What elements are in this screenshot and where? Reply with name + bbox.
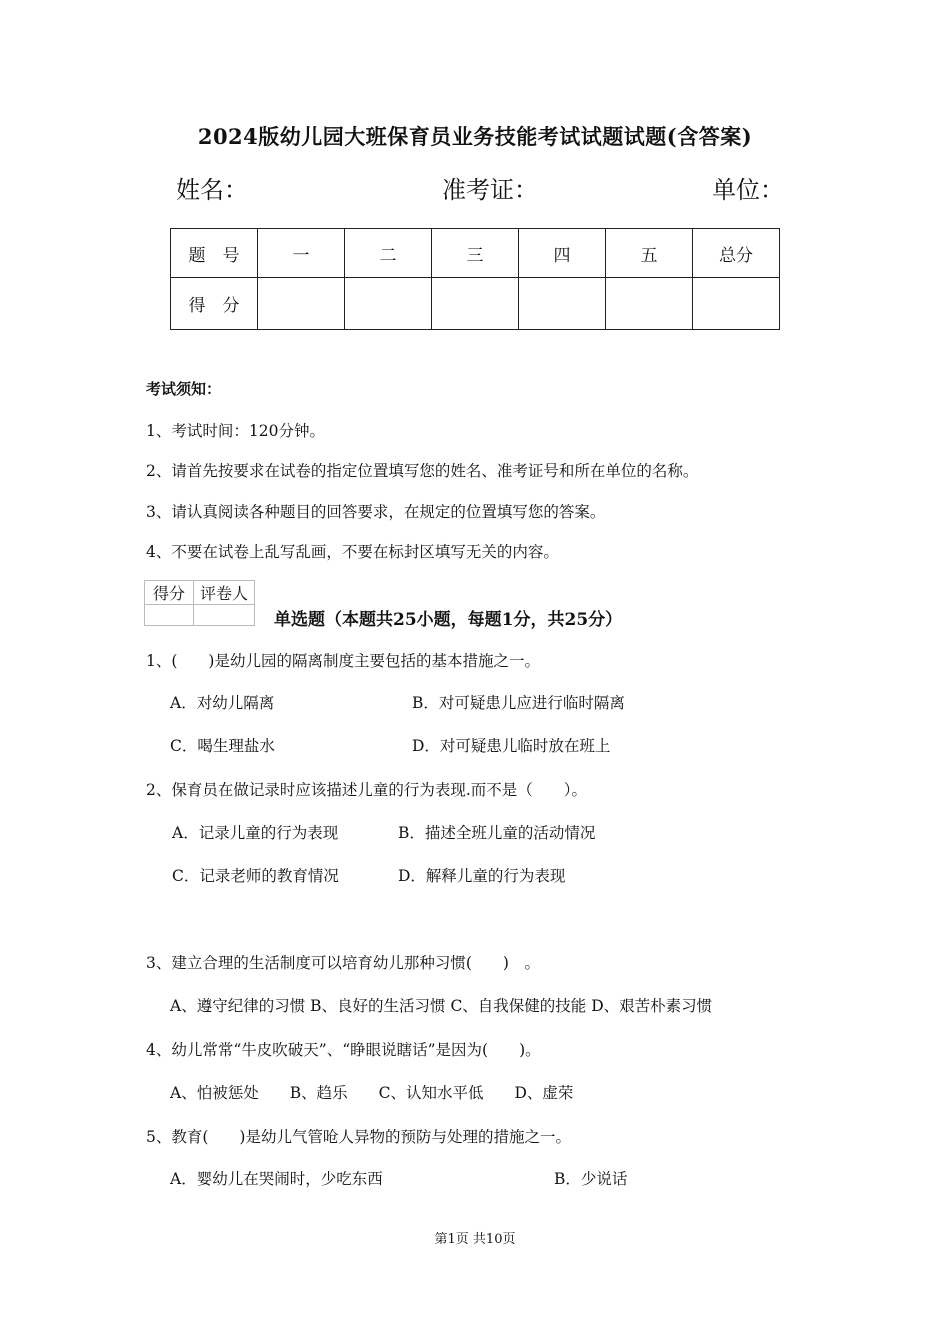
score-table-header-row <box>171 229 780 278</box>
unit-field-label: 单位： <box>712 176 784 204</box>
grader-name-label: 评卷人 <box>194 581 255 605</box>
score-input-cell[interactable] <box>432 278 519 330</box>
score-header-cell: 一 <box>258 229 345 278</box>
page-footer: 第1页 共10页 <box>434 1232 516 1247</box>
question-option: B．对可疑患儿应进行临时隔离 <box>412 694 625 712</box>
score-input-cell[interactable] <box>258 278 345 330</box>
exam-id-field-label: 准考证： <box>442 176 538 204</box>
score-header-cell: 三 <box>432 229 519 278</box>
question-option: C．喝生理盐水 <box>170 737 275 755</box>
score-header-cell: 二 <box>345 229 432 278</box>
score-table <box>170 228 780 330</box>
question-option: A．记录儿童的行为表现 <box>172 824 339 842</box>
score-header-cell: 总分 <box>693 229 780 278</box>
question-option: A．对幼儿隔离 <box>170 694 275 712</box>
score-input-cell[interactable] <box>606 278 693 330</box>
grader-box <box>144 580 255 626</box>
question-option: D．对可疑患儿临时放在班上 <box>412 737 611 755</box>
notice-item: 4、不要在试卷上乱写乱画，不要在标封区填写无关的内容。 <box>146 543 559 561</box>
grader-name-cell[interactable] <box>194 605 255 626</box>
question-stem: 5、教育( )是幼儿气管呛人异物的预防与处理的措施之一。 <box>146 1128 571 1146</box>
question-options-line: A、怕被惩处 B、趋乐 C、认知水平低 D、虚荣 <box>170 1084 574 1102</box>
question-option: C．记录老师的教育情况 <box>172 867 339 885</box>
notice-item: 3、请认真阅读各种题目的回答要求，在规定的位置填写您的答案。 <box>146 503 606 521</box>
question-stem: 4、幼儿常常“牛皮吹破天”、“睁眼说瞎话”是因为( )。 <box>146 1041 541 1059</box>
notice-heading: 考试须知： <box>146 380 222 398</box>
score-input-cell[interactable] <box>519 278 606 330</box>
question-option: D．解释儿童的行为表现 <box>398 867 566 885</box>
question-stem: 2、保育员在做记录时应该描述儿童的行为表现.而不是（ ）。 <box>146 781 588 799</box>
section-title: 单选题（本题共25小题，每题1分，共25分） <box>274 610 623 630</box>
notice-item: 2、请首先按要求在试卷的指定位置填写您的姓名、准考证号和所在单位的名称。 <box>146 462 699 480</box>
question-stem: 3、建立合理的生活制度可以培育幼儿那种习惯( ) 。 <box>146 954 540 972</box>
question-options-line: A、遵守纪律的习惯 B、良好的生活习惯 C、自我保健的技能 D、艰苦朴素习惯 <box>170 997 713 1015</box>
notice-item: 1、考试时间：120分钟。 <box>146 422 325 440</box>
question-option: B．描述全班儿童的活动情况 <box>398 824 596 842</box>
score-table-score-row <box>171 278 780 330</box>
question-option: B．少说话 <box>554 1170 628 1188</box>
grader-score-label: 得分 <box>145 581 194 605</box>
document-title: 2024版幼儿园大班保育员业务技能考试试题试题(含答案) <box>197 124 753 149</box>
score-input-cell[interactable] <box>345 278 432 330</box>
question-option: A．婴幼儿在哭闹时，少吃东西 <box>170 1170 383 1188</box>
grader-score-cell[interactable] <box>145 605 194 626</box>
score-header-cell: 题 号 <box>171 229 258 278</box>
score-input-cell[interactable] <box>693 278 780 330</box>
score-header-cell: 五 <box>606 229 693 278</box>
score-row-label: 得 分 <box>171 278 258 330</box>
question-stem: 1、( )是幼儿园的隔离制度主要包括的基本措施之一。 <box>146 652 540 670</box>
score-header-cell: 四 <box>519 229 606 278</box>
name-field-label: 姓名： <box>176 176 248 204</box>
